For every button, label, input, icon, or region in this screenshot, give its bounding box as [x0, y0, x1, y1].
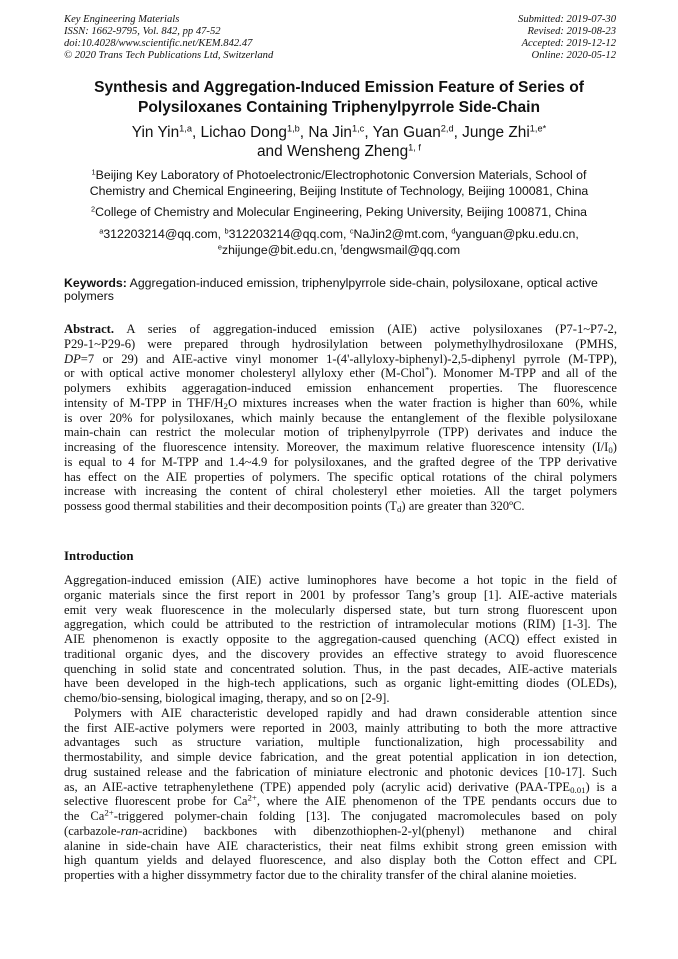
text-run: is over 20% for polysiloxanes, which mainly because the entanglement of the flexible polysiloxane — [64, 410, 617, 425]
paragraph-line — [64, 794, 617, 809]
dates-info — [518, 14, 616, 62]
text-run: , Yan Guan — [364, 124, 441, 141]
text-run: ran — [120, 823, 139, 838]
text-run: 2 — [223, 400, 228, 411]
email-line — [60, 242, 618, 258]
paragraph-line — [64, 588, 617, 603]
text-run: 2,d — [440, 123, 454, 134]
text-run: -acridine) backbones with dibenzothiophen-2-yl(phenyl) methanone and chiral — [138, 823, 617, 838]
paragraph-line — [64, 573, 617, 588]
paragraph-line — [64, 824, 617, 839]
text-run: 2 — [90, 204, 96, 214]
affiliations — [60, 167, 618, 220]
text-run: chemo/bio-sensing, biological imaging, therapy, and so on [2-9]. — [64, 691, 390, 705]
text-run: 1, f — [408, 142, 421, 153]
text-run: traditional organic dyes, and the discovery provides an effective strategy to avoid fluorescence — [64, 646, 617, 661]
author-emails — [60, 226, 618, 258]
text-run: , Lichao Dong — [191, 124, 287, 141]
text-run: DP — [64, 351, 81, 366]
paragraph-line — [64, 603, 617, 618]
title-line: Polysiloxanes Containing Triphenylpyrrole Side-Chain — [137, 99, 541, 116]
abstract-line — [64, 411, 617, 426]
introduction-body — [64, 573, 617, 883]
text-run: zhijunge@bit.edu.cn, — [221, 243, 341, 257]
text-run: ) — [612, 440, 617, 454]
text-run: selective fluorescent probe for Ca — [64, 794, 248, 809]
revised-date: Revised: 2019-08-23 — [527, 26, 616, 37]
copyright: © 2020 Trans Tech Publications Ltd, Switzerland — [64, 50, 274, 61]
text-run: have been developed in the high-tech applications, such as organic light-emitting diodes (OLEDs), — [64, 676, 617, 691]
authors — [40, 123, 638, 161]
text-run: and Wensheng Zheng — [256, 143, 409, 160]
text-run: , Junge Zhi — [453, 124, 530, 141]
affiliation-line — [60, 204, 618, 220]
keywords — [64, 277, 618, 303]
text-run: 1,e* — [529, 123, 547, 134]
text-run: 312203214@qq.com, — [103, 227, 225, 241]
abstract-line — [64, 396, 617, 411]
abstract-line — [64, 440, 617, 455]
text-run: possess good thermal stabilities and their decomposition points (T — [64, 499, 397, 513]
text-run: Aggregation-induced emission (AIE) active luminophores have become a hot topic in the field of — [64, 573, 617, 587]
affiliation-line — [60, 183, 618, 199]
abstract — [64, 322, 617, 514]
text-run: ). Monomer M-TPP and all of the — [429, 366, 617, 381]
text-run: organic materials since the first report in 2001 by professor Tang’s group [1]. AIE-active materials — [64, 587, 617, 602]
text-run: yanguan@pku.edu.cn, — [455, 227, 579, 241]
paragraph-line — [64, 647, 617, 662]
text-run: has effect on the AIE properties of polymers. The specific optical rotations of the chiral polymers — [64, 469, 617, 484]
text-run: the Ca — [64, 809, 105, 823]
text-run: -triggered polymer-chain folding [13]. The conjugated macromolecules based on poly — [113, 809, 617, 823]
text-run: Polymers with AIE characteristic developed rapidly and had drawn considerable attention since — [74, 705, 617, 720]
text-run: drug sustained release and the fabrication of miniature electronic and photonic devices [10-17]. Such — [64, 764, 617, 779]
abstract-line — [64, 322, 617, 337]
abstract-line — [64, 499, 617, 514]
text-run: Beijing Key Laboratory of Photoelectronic/Electrophotonic Conversion Materials, School of — [95, 168, 587, 182]
journal-info — [64, 14, 273, 62]
accepted-date: Accepted: 2019-12-12 — [521, 38, 616, 49]
text-run: quenching in solid state and concentrated solution. Thus, in the past decades, AIE-active materials — [64, 661, 617, 676]
issn-volume: ISSN: 1662-9795, Vol. 842, pp 47-52 — [64, 26, 221, 37]
paragraph-line — [64, 617, 617, 632]
author-line — [40, 123, 638, 142]
keywords-text: Aggregation-induced emission, triphenylpyrrole side-chain, polysiloxane, optical active polymers — [64, 276, 598, 303]
text-run: 1,b — [286, 123, 300, 134]
paragraph-line — [64, 706, 617, 721]
paragraph-line — [64, 662, 617, 677]
affiliation — [60, 204, 618, 220]
text-run: the first AIE-active polymers were reported in 2003, mainly attributing to both the more attractive — [64, 720, 617, 735]
paragraph-line — [64, 868, 617, 883]
abstract-line — [64, 366, 617, 381]
paragraph-line — [64, 853, 617, 868]
abstract-line — [64, 337, 617, 352]
text-run: 0.01 — [570, 784, 586, 795]
text-run: 1,c — [351, 123, 365, 134]
text-run: intensity of M-TPP in THF/H — [64, 395, 224, 410]
text-run: e — [217, 242, 222, 252]
paragraph-line — [64, 750, 617, 765]
doi: doi:10.4028/www.scientific.net/KEM.842.47 — [64, 38, 253, 49]
text-run: aggregation, which could be attributed to the restriction of intramolecular motions (RIM) [1-3]. The — [64, 617, 617, 632]
text-run: polymers exhibits aggeragation-induced emission enhancement properties. The fluorescence — [64, 381, 617, 395]
paragraph-line — [64, 765, 617, 780]
affiliation — [60, 167, 618, 199]
text-run: , where the AIE phenomenon of the TPE pendants occurs due to — [256, 794, 617, 809]
journal-name: Key Engineering Materials — [64, 14, 180, 25]
text-run: thermostability, and simple device fabrication, and the great potential application in ion detection, — [64, 750, 617, 764]
keywords-label: Keywords: — [64, 276, 127, 290]
text-run: advantages such as structure variation, multiple functionalization, high processability and — [64, 735, 617, 750]
text-run: d — [397, 504, 402, 515]
text-run: alanine in side-chain have AIE characteristics, their neat films exhibit strong green emission with — [64, 838, 617, 853]
text-run: AIE phenomenon is exactly opposite to the aggregation-caused quenching (ACQ) effect existed in — [64, 632, 617, 646]
text-run: Yin Yin — [131, 124, 180, 141]
text-run: high quantum yields and delayed fluorescence, and also display both the Cotton effect and CPL — [64, 853, 617, 868]
text-run: , Na Jin — [299, 124, 352, 141]
text-run: d — [451, 226, 456, 236]
paper-title — [40, 78, 638, 118]
text-run: NaJin2@mt.com, — [353, 227, 452, 241]
title-line: Synthesis and Aggregation-Induced Emission Feature of Series of — [94, 79, 584, 96]
text-run: =7 or 29) and AIE-active vinyl monomer 1-(4'-allyloxy-biphenyl)-2,5-diphenyl pyrrole (M-TPP), — [80, 351, 617, 366]
author-line — [40, 142, 638, 161]
paragraph-line — [64, 676, 617, 691]
text-run: A series of aggregation-induced emission (AIE) active polysiloxanes (P7-1~P7-2, — [114, 322, 617, 336]
abstract-line — [64, 352, 617, 367]
text-run: properties with a higher dissymmetry factor due to the chirality transfer of the chiral alanine moieties. — [64, 868, 577, 882]
abstract-line — [64, 470, 617, 485]
text-run: or with optical active monomer cholesteryl allyloxy ether (M-Chol — [64, 366, 425, 381]
text-run: Abstract. — [64, 322, 115, 336]
text-run: c — [349, 226, 354, 236]
abstract-line — [64, 381, 617, 396]
text-run: a — [99, 226, 104, 236]
text-run: 1 — [91, 167, 96, 177]
text-run: b — [224, 226, 229, 236]
text-run: increase with increasing the content of chiral cholesteryl ether moieties. All the target polymers — [64, 484, 617, 499]
section-heading-introduction: Introduction — [64, 549, 134, 563]
text-run: O mixtures increases when the water fraction is higher than 60%, while — [227, 395, 617, 410]
text-run: as, an AIE-active tetraphenylethene (TPE) appended poly (acrylic acid) derivative (PAA-TPE — [64, 779, 571, 794]
text-run: f — [340, 242, 343, 252]
paragraph-line — [64, 691, 617, 706]
submitted-date: Submitted: 2019-07-30 — [518, 14, 616, 25]
paragraph-line — [64, 809, 617, 824]
paragraph-line — [64, 780, 617, 795]
text-run: P29-1~P29-6) were prepared through hydrosilylation between polymethylhydrosiloxane (PMHS, — [64, 336, 617, 351]
text-run: 312203214@qq.com, — [228, 227, 350, 241]
text-run: 2+ — [104, 807, 114, 818]
text-run: ) is a — [585, 779, 617, 794]
email-line — [60, 226, 618, 242]
abstract-line — [64, 455, 617, 470]
text-run: increasing of the fluorescence intensity. Moreover, the maximum relative fluorescence intensity (I/I — [64, 440, 609, 454]
abstract-line — [64, 484, 617, 499]
text-run: main-chain can restrict the molecular motion of triphenylpyrrole (TPP) derivates and induce the — [64, 425, 617, 440]
paragraph-line — [64, 721, 617, 736]
affiliation-line — [60, 167, 618, 183]
text-run: 0 — [608, 445, 613, 456]
text-run: College of Chemistry and Molecular Engineering, Peking University, Beijing 100871, China — [95, 205, 588, 219]
text-run: 2+ — [247, 792, 257, 803]
text-run: dengwsmail@qq.com — [342, 243, 461, 257]
text-run: * — [425, 364, 430, 375]
text-run: emit very weak fluorescence in the molecularly dispersed state, but turn strong fluorescent upon — [64, 602, 617, 617]
text-run: (carbazole- — [64, 823, 121, 838]
paragraph-line — [64, 735, 617, 750]
paragraph-line — [64, 632, 617, 647]
text-run: is equal to 4 for M-TPP and 1.4~4.9 for polysiloxanes, and the grafted degree of the TPP derivative — [64, 454, 617, 469]
abstract-line — [64, 425, 617, 440]
paragraph-line — [64, 839, 617, 854]
text-run: 1,a — [179, 123, 192, 134]
text-run: Chemistry and Chemical Engineering, Beijing Institute of Technology, Beijing 100081, China — [89, 184, 589, 198]
text-run: ) are greater than 320ºC. — [401, 499, 525, 513]
online-date: Online: 2020-05-12 — [531, 50, 616, 61]
